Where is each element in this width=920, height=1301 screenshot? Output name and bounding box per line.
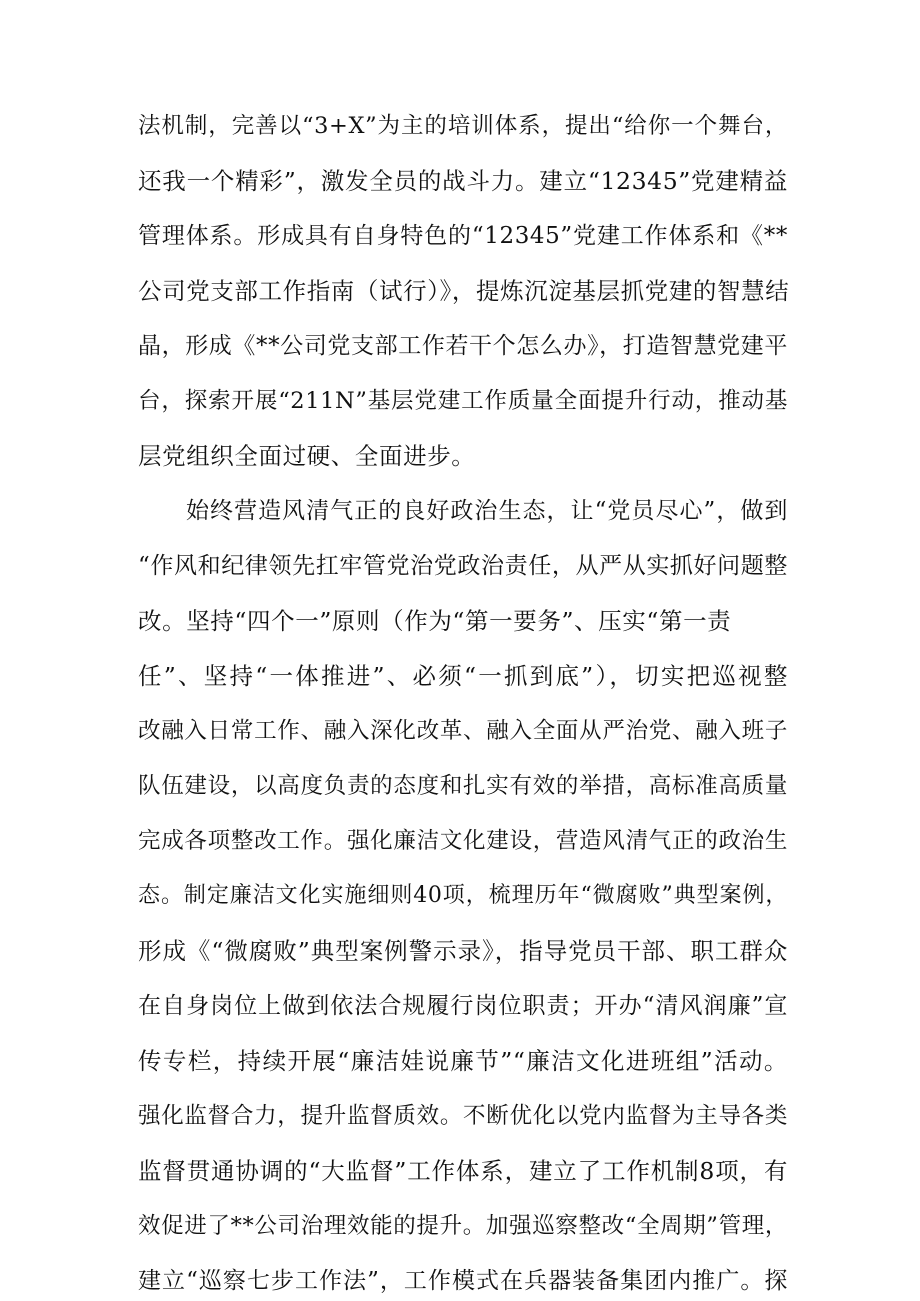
text-line-13: 队伍建设，以高度负责的态度和扎实有效的举措，高标准高质量 bbox=[138, 773, 788, 799]
text-line-16: 形成《“微腐败”典型案例警示录》，指导党员干部、职工群众 bbox=[138, 937, 788, 965]
text-line-8: 始终营造风清气正的良好政治生态，让“党员尽心”，做到 bbox=[186, 498, 788, 524]
text-line-6: 台，探索开展“211N”基层党建工作质量全面提升行动，推动基 bbox=[138, 388, 788, 414]
text-line-19: 强化监督合力，提升监督质效。不断优化以党内监督为主导各类 bbox=[138, 1103, 788, 1129]
text-line-10: 改。坚持“四个一”原则（作为“第一要务”、压实“第一责 bbox=[138, 607, 732, 635]
text-line-22: 建立“巡察七步工作法”，工作模式在兵器装备集团内推广。探 bbox=[138, 1268, 788, 1294]
text-line-7: 层党组织全面过硬、全面进步。 bbox=[138, 442, 476, 470]
text-line-2: 还我一个精彩”，激发全员的战斗力。建立“12345”党建精益 bbox=[138, 167, 788, 195]
text-line-20: 监督贯通协调的“大监督”工作体系，建立了工作机制8项，有 bbox=[138, 1157, 788, 1185]
text-line-5: 晶，形成《**公司党支部工作若干个怎么办》，打造智慧党建平 bbox=[138, 333, 788, 359]
text-line-17: 在自身岗位上做到依法合规履行岗位职责；开办“清风润廉”宣 bbox=[138, 993, 788, 1019]
text-line-12: 改融入日常工作、融入深化改革、融入全面从严治党、融入班子 bbox=[138, 718, 788, 744]
text-line-3: 管理体系。形成具有自身特色的“12345”党建工作体系和《** bbox=[138, 223, 788, 249]
text-line-14: 完成各项整改工作。强化廉洁文化建设，营造风清气正的政治生 bbox=[138, 828, 788, 854]
text-line-1: 法机制，完善以“3+X”为主的培训体系，提出“给你一个舞台， bbox=[138, 113, 788, 139]
text-line-11: 任”、坚持“一体推进”、必须“一抓到底”），切实把巡视整 bbox=[138, 662, 788, 690]
text-line-18: 传专栏，持续开展“廉洁娃说廉节”“廉洁文化进班组”活动。 bbox=[138, 1047, 788, 1075]
text-line-4: 公司党支部工作指南（试行）》，提炼沉淀基层抓党建的智慧结 bbox=[138, 277, 790, 305]
text-line-9: “作风和纪律领先扛牢管党治党政治责任，从严从实抓好问题整 bbox=[138, 553, 788, 579]
text-line-15: 态。制定廉洁文化实施细则40项，梳理历年“微腐败”典型案例， bbox=[138, 883, 788, 908]
text-line-21: 效促进了**公司治理效能的提升。加强巡察整改“全周期”管理， bbox=[138, 1213, 788, 1239]
